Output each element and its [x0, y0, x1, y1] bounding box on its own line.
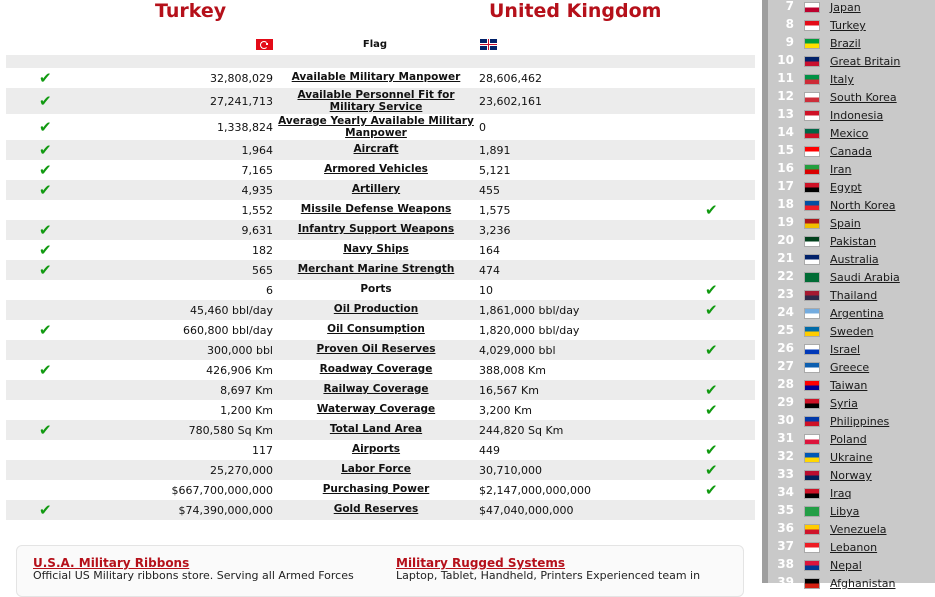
right-value: 244,820 Sq Km: [479, 424, 564, 437]
country-link[interactable]: Ukraine: [830, 451, 873, 464]
left-value: 182: [252, 244, 273, 257]
winner-left-check-icon: ✔: [39, 241, 52, 259]
sidebar-item[interactable]: [768, 0, 935, 16]
country-link[interactable]: Mexico: [830, 127, 869, 140]
country-flag-icon: [804, 56, 820, 67]
country-flag-icon: [804, 434, 820, 445]
country-link[interactable]: Norway: [830, 469, 872, 482]
right-value: 1,891: [479, 144, 511, 157]
stat-label-link[interactable]: Proven Oil Reserves: [316, 343, 436, 355]
sidebar-item[interactable]: [768, 502, 935, 520]
country-link[interactable]: Brazil: [830, 37, 861, 50]
right-value: 388,008 Km: [479, 364, 546, 377]
rank-number: 26: [777, 341, 794, 355]
country-link[interactable]: Poland: [830, 433, 867, 446]
rank-number: 24: [777, 305, 794, 319]
ranking-sidebar: [762, 0, 935, 590]
stat-label-link[interactable]: Airports: [351, 443, 401, 455]
left-value: 7,165: [241, 164, 273, 177]
left-value: 8,697 Km: [220, 384, 273, 397]
rank-number: 28: [777, 377, 794, 391]
rank-number: 35: [777, 503, 794, 517]
table-row: [6, 260, 755, 280]
right-value: 449: [479, 444, 500, 457]
rank-number: 32: [777, 449, 794, 463]
sidebar-item[interactable]: [768, 70, 935, 88]
left-value: 1,200 Km: [220, 404, 273, 417]
rank-number: 14: [777, 125, 794, 139]
left-value: 780,580 Sq Km: [188, 424, 273, 437]
sidebar-item[interactable]: [768, 430, 935, 448]
sidebar-item[interactable]: [768, 448, 935, 466]
table-header-spacer: [6, 55, 755, 68]
winner-right-check-icon: ✔: [705, 441, 718, 459]
rank-number: 39: [777, 575, 794, 589]
stat-label-link[interactable]: Navy Ships: [343, 243, 409, 255]
left-value: 1,338,824: [217, 121, 273, 134]
stat-label-link[interactable]: Aircraft: [353, 143, 399, 155]
winner-right-check-icon: ✔: [705, 461, 718, 479]
table-row: [6, 68, 755, 88]
country-flag-icon: [804, 146, 820, 157]
country-flag-icon: [804, 182, 820, 193]
sidebar-item[interactable]: [768, 286, 935, 304]
country-flag-icon: [804, 542, 820, 553]
winner-left-check-icon: ✔: [39, 321, 52, 339]
table-row: [6, 460, 755, 480]
uk-flag-icon: [480, 39, 497, 50]
sidebar-item[interactable]: [768, 304, 935, 322]
country-flag-icon: [804, 560, 820, 571]
country-flag-icon: [804, 74, 820, 85]
table-row: [6, 340, 755, 360]
rank-number: 8: [785, 17, 794, 31]
country-flag-icon: [804, 506, 820, 517]
stat-label-link[interactable]: Railway Coverage: [323, 383, 429, 395]
stat-label-link[interactable]: Merchant Marine Strength: [297, 263, 455, 275]
country-flag-icon: [804, 38, 820, 49]
country-link[interactable]: Canada: [830, 145, 872, 158]
left-value: $74,390,000,000: [178, 504, 273, 517]
rank-number: 15: [777, 143, 794, 157]
winner-left-check-icon: ✔: [39, 181, 52, 199]
table-row: [6, 440, 755, 460]
country-flag-icon: [804, 20, 820, 31]
table-row: [6, 480, 755, 500]
country-link[interactable]: Israel: [830, 343, 861, 356]
rank-number: 22: [777, 269, 794, 283]
sidebar-item[interactable]: [768, 142, 935, 160]
stat-label-link[interactable]: Artillery: [351, 183, 401, 195]
left-value: 27,241,713: [210, 95, 273, 108]
country-link[interactable]: Philippines: [830, 415, 890, 428]
ad-link-rugged[interactable]: Military Rugged Systems: [396, 556, 566, 570]
sidebar-item[interactable]: [768, 160, 935, 178]
right-value: 10: [479, 284, 493, 297]
right-value: 30,710,000: [479, 464, 542, 477]
stat-label-link[interactable]: Waterway Coverage: [316, 403, 436, 415]
winner-right-check-icon: ✔: [705, 281, 718, 299]
right-value: 1,861,000 bbl/day: [479, 304, 580, 317]
winner-right-check-icon: ✔: [705, 341, 718, 359]
country-flag-icon: [804, 128, 820, 139]
left-value: 426,906 Km: [206, 364, 273, 377]
winner-right-check-icon: ✔: [705, 381, 718, 399]
winner-left-check-icon: ✔: [39, 361, 52, 379]
sidebar-item[interactable]: [768, 124, 935, 142]
country-link[interactable]: Indonesia: [830, 109, 884, 122]
winner-left-check-icon: ✔: [39, 421, 52, 439]
sidebar-item[interactable]: [768, 268, 935, 286]
rank-number: 10: [777, 53, 794, 67]
rank-number: 36: [777, 521, 794, 535]
country-flag-icon: [804, 344, 820, 355]
sidebar-item[interactable]: [768, 196, 935, 214]
right-value: 23,602,161: [479, 95, 542, 108]
rank-number: 11: [777, 71, 794, 85]
country-link[interactable]: Taiwan: [830, 379, 868, 392]
winner-left-check-icon: ✔: [39, 261, 52, 279]
country-link[interactable]: Afghanistan: [830, 577, 896, 590]
country-flag-icon: [804, 200, 820, 211]
table-row: [6, 360, 755, 380]
table-row: [6, 280, 755, 300]
flag-label: Flag: [362, 39, 388, 50]
left-value: 6: [266, 284, 273, 297]
country-link[interactable]: Thailand: [830, 289, 878, 302]
stat-label-link[interactable]: Labor Force: [341, 463, 411, 475]
country-flag-icon: [804, 398, 820, 409]
table-row: [6, 420, 755, 440]
ad-text-rugged: Laptop, Tablet, Handheld, Printers Experienced team in: [396, 569, 701, 582]
country-flag-icon: [804, 92, 820, 103]
country-flag-icon: [804, 524, 820, 535]
rank-number: 30: [777, 413, 794, 427]
country-link[interactable]: Iran: [830, 163, 852, 176]
country-link[interactable]: Venezuela: [830, 523, 887, 536]
stat-label-link[interactable]: Available Personnel Fit for Military Service: [297, 89, 455, 113]
right-value: 28,606,462: [479, 72, 542, 85]
country-flag-icon: [804, 362, 820, 373]
winner-right-check-icon: ✔: [705, 481, 718, 499]
rank-number: 25: [777, 323, 794, 337]
winner-left-check-icon: ✔: [39, 92, 52, 110]
right-value: $47,040,000,000: [479, 504, 574, 517]
country-flag-icon: [804, 470, 820, 481]
rank-number: 9: [785, 35, 794, 49]
rank-number: 38: [777, 557, 794, 571]
country-flag-icon: [804, 380, 820, 391]
winner-left-check-icon: ✔: [39, 118, 52, 136]
right-value: 1,575: [479, 204, 511, 217]
left-value: 660,800 bbl/day: [183, 324, 273, 337]
left-value: 300,000 bbl: [206, 344, 273, 357]
left-value: 117: [252, 444, 273, 457]
country-flag-icon: [804, 488, 820, 499]
country-flag-icon: [804, 416, 820, 427]
sidebar-item[interactable]: [768, 34, 935, 52]
country-flag-icon: [804, 308, 820, 319]
right-value: 3,236: [479, 224, 511, 237]
sidebar-item[interactable]: [768, 88, 935, 106]
sidebar-item[interactable]: [768, 322, 935, 340]
winner-left-check-icon: ✔: [39, 161, 52, 179]
country-link[interactable]: Spain: [830, 217, 861, 230]
table-row: [6, 400, 755, 420]
table-row: [6, 160, 755, 180]
country-link[interactable]: Pakistan: [830, 235, 877, 248]
sidebar-item[interactable]: [768, 106, 935, 124]
stat-label-link[interactable]: Missile Defense Weapons: [300, 203, 452, 215]
sidebar-item[interactable]: [768, 484, 935, 502]
country-link[interactable]: Egypt: [830, 181, 862, 194]
country-link[interactable]: Libya: [830, 505, 860, 518]
rank-number: 37: [777, 539, 794, 553]
sidebar-item[interactable]: [768, 52, 935, 70]
sidebar-item[interactable]: [768, 412, 935, 430]
sidebar-item[interactable]: [768, 538, 935, 556]
sidebar-item[interactable]: [768, 214, 935, 232]
table-row: [6, 180, 755, 200]
country-right-title: United Kingdom: [489, 0, 662, 22]
turkey-flag-icon: [256, 39, 273, 50]
country-flag-icon: [804, 452, 820, 463]
rank-number: 21: [777, 251, 794, 265]
ad-text-ribbons: Official US Military ribbons store. Serving all Armed Forces: [33, 569, 354, 582]
sidebar-item[interactable]: [768, 556, 935, 574]
rank-number: 31: [777, 431, 794, 445]
right-value: 1,820,000 bbl/day: [479, 324, 580, 337]
country-link[interactable]: Argentina: [830, 307, 884, 320]
sidebar-item[interactable]: [768, 376, 935, 394]
right-value: 474: [479, 264, 500, 277]
sidebar-item[interactable]: [768, 16, 935, 34]
winner-left-check-icon: ✔: [39, 501, 52, 519]
country-flag-icon: [804, 290, 820, 301]
stat-label-link[interactable]: Total Land Area: [329, 423, 423, 435]
country-flag-icon: [804, 578, 820, 589]
sidebar-item[interactable]: [768, 232, 935, 250]
country-flag-icon: [804, 110, 820, 121]
table-row: [6, 320, 755, 340]
country-link[interactable]: Italy: [830, 73, 854, 86]
table-row: [6, 380, 755, 400]
table-row: [6, 220, 755, 240]
country-flag-icon: [804, 272, 820, 283]
table-row: [6, 114, 755, 140]
right-value: 455: [479, 184, 500, 197]
sidebar-item[interactable]: [768, 250, 935, 268]
country-link[interactable]: South Korea: [830, 91, 897, 104]
rank-number: 20: [777, 233, 794, 247]
winner-left-check-icon: ✔: [39, 69, 52, 87]
rank-number: 16: [777, 161, 794, 175]
winner-right-check-icon: ✔: [705, 401, 718, 419]
right-value: 4,029,000 bbl: [479, 344, 556, 357]
country-flag-icon: [804, 2, 820, 13]
country-link[interactable]: Australia: [830, 253, 879, 266]
sidebar-item[interactable]: [768, 358, 935, 376]
rank-number: 13: [777, 107, 794, 121]
left-value: 9,631: [241, 224, 273, 237]
stat-label-link[interactable]: Gold Reserves: [333, 503, 419, 515]
country-link[interactable]: Lebanon: [830, 541, 878, 554]
rank-number: 7: [785, 0, 794, 13]
rank-number: 19: [777, 215, 794, 229]
winner-left-check-icon: ✔: [39, 141, 52, 159]
stat-label-link[interactable]: Available Military Manpower: [291, 71, 461, 83]
country-link[interactable]: North Korea: [830, 199, 896, 212]
left-value: 4,935: [241, 184, 273, 197]
rank-number: 33: [777, 467, 794, 481]
country-flag-icon: [804, 326, 820, 337]
country-link[interactable]: Saudi Arabia: [830, 271, 900, 284]
sidebar-item[interactable]: [768, 466, 935, 484]
sidebar-item[interactable]: [768, 394, 935, 412]
rank-number: 34: [777, 485, 794, 499]
winner-left-check-icon: ✔: [39, 221, 52, 239]
rank-number: 23: [777, 287, 794, 301]
winner-right-check-icon: ✔: [705, 301, 718, 319]
left-value: $667,700,000,000: [171, 484, 273, 497]
country-link[interactable]: Sweden: [830, 325, 874, 338]
country-flag-icon: [804, 164, 820, 175]
country-left-title: Turkey: [155, 0, 227, 22]
stat-label-link[interactable]: Oil Production: [333, 303, 419, 315]
winner-right-check-icon: ✔: [705, 201, 718, 219]
rank-number: 12: [777, 89, 794, 103]
stat-label-link[interactable]: Armored Vehicles: [324, 163, 428, 175]
sidebar-item[interactable]: [768, 574, 935, 592]
stat-label-link[interactable]: Infantry Support Weapons: [297, 223, 455, 235]
sponsored-links: [16, 545, 744, 597]
table-row: [6, 140, 755, 160]
rank-number: 29: [777, 395, 794, 409]
right-value: 16,567 Km: [479, 384, 539, 397]
right-value: 5,121: [479, 164, 511, 177]
stat-label-link[interactable]: Average Yearly Available Military Manpower: [278, 115, 474, 139]
sidebar-item[interactable]: [768, 340, 935, 358]
left-value: 565: [252, 264, 273, 277]
country-link[interactable]: Greece: [830, 361, 870, 374]
country-link[interactable]: Nepal: [830, 559, 862, 572]
stat-label-link[interactable]: Oil Consumption: [327, 323, 425, 335]
stat-label-link[interactable]: Roadway Coverage: [319, 363, 433, 375]
country-link[interactable]: Iraq: [830, 487, 852, 500]
left-value: 25,270,000: [210, 464, 273, 477]
country-link[interactable]: Great Britain: [830, 55, 901, 68]
table-row: [6, 500, 755, 520]
table-row: [6, 200, 755, 220]
ad-link-ribbons[interactable]: U.S.A. Military Ribbons: [33, 556, 190, 570]
country-flag-icon: [804, 236, 820, 247]
right-value: 0: [479, 121, 486, 134]
country-link[interactable]: Turkey: [830, 19, 866, 32]
left-value: 45,460 bbl/day: [190, 304, 273, 317]
country-link[interactable]: Japan: [830, 1, 861, 14]
flag-row: [0, 38, 762, 52]
country-flag-icon: [804, 254, 820, 265]
country-link[interactable]: Syria: [830, 397, 858, 410]
right-value: 164: [479, 244, 500, 257]
right-value: $2,147,000,000,000: [479, 484, 591, 497]
stat-label-link[interactable]: Purchasing Power: [322, 483, 430, 495]
table-row: [6, 240, 755, 260]
left-value: 1,964: [241, 144, 273, 157]
sidebar-item[interactable]: [768, 178, 935, 196]
rank-number: 17: [777, 179, 794, 193]
table-row: [6, 88, 755, 114]
country-flag-icon: [804, 218, 820, 229]
sidebar-item[interactable]: [768, 520, 935, 538]
right-value: 3,200 Km: [479, 404, 532, 417]
rank-number: 18: [777, 197, 794, 211]
rank-number: 27: [777, 359, 794, 373]
table-row: [6, 300, 755, 320]
left-value: 32,808,029: [210, 72, 273, 85]
stat-label-link: Ports: [360, 283, 392, 295]
left-value: 1,552: [241, 204, 273, 217]
